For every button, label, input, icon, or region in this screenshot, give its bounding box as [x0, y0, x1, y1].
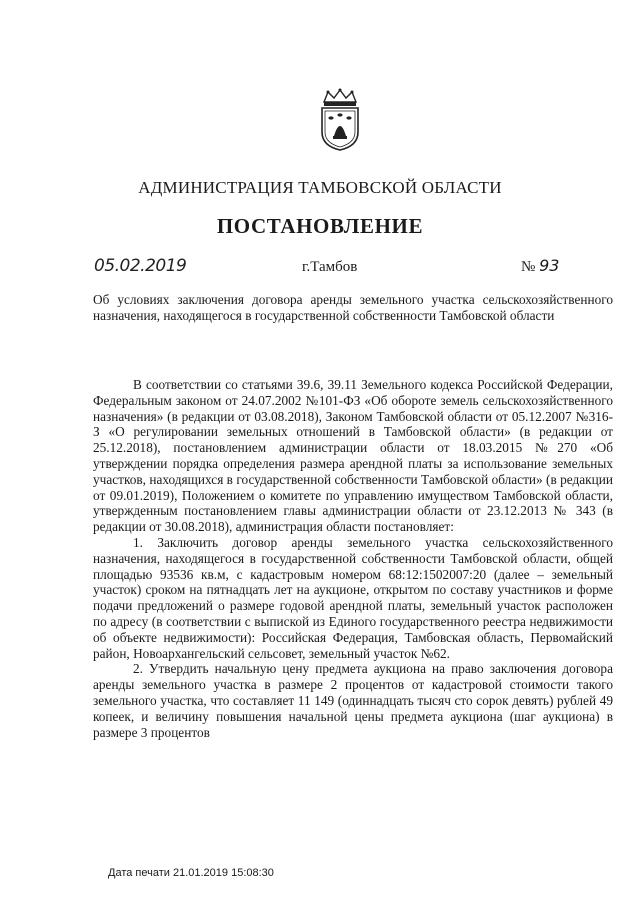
subject-text: Об условиях заключения договора аренды земельного участка сельскохозяйственного назначения, находящегося в государственной собственности Тамбовской области — [93, 292, 613, 323]
number-value: 93 — [539, 256, 560, 275]
intro-paragraph: В соответствии со статьями 39.6, 39.11 Земельного кодекса Российской Федерации, Федеральным законом от 24.07.2002 №101-ФЗ «Об обороте земель сельскохозяйственного назначения» (в редакции от 03.08.2018), Законом Тамбовской области от 05.12.2007 №316-З «О регулировании земельных отношений в Тамбовской области» (в редакции от 25.12.2018), постановлением администрации области от 18.03.2015 №270 «Об утверждении порядка определения размера арендной платы за использование земельных участков, находящихся в государственной собственности Тамбовской области» (в редакции от 09.01.2019), Положением о комитете по управлению имуществом Тамбовской области, утвержденным постановлением главы администрации области от 23.12.2013 № 343 (в редакции от 30.08.2018), администрация области постановляет: — [93, 377, 613, 535]
number-label: № — [521, 259, 536, 275]
document-subject — [93, 292, 613, 323]
item-2-paragraph: 2. Утвердить начальную цену предмета аукциона на право заключения договора аренды земельного участка в размере 2 процентов от кадастровой стоимости такого земельного участка, что составляет 11 149 (одиннадцать тысяч сто сорок девять) рублей 49 копеек, и величину повышения начальной цены предмета аукциона (шаг аукциона) в размере 3 процентов — [93, 661, 613, 740]
tambov-coat-of-arms-icon — [316, 88, 364, 152]
print-date-footer: Дата печати 21.01.2019 15:08:30 — [108, 867, 274, 879]
document-date: 05.02.2019 — [94, 256, 187, 276]
document-type-title: ПОСТАНОВЛЕНИЕ — [216, 214, 424, 238]
document-number — [521, 256, 559, 276]
document-city: г.Тамбов — [302, 259, 358, 275]
organization-name: АДМИНИСТРАЦИЯ ТАМБОВСКОЙ ОБЛАСТИ — [138, 178, 502, 197]
item-1-paragraph: 1. Заключить договор аренды земельного участка сельскохозяйственного назначения, находящегося в государственной собственности Тамбовской области, общей площадью 93536 кв.м, с кадастровым номером 68:12:1502007:20 (далее – земельный участок) сроком на пятнадцать лет на аукционе, открытом по составу участников и форме подачи предложений о размере годовой арендной платы, земельный участок расположен по адресу (в соответствии с выпиской из Единого государственного реестра недвижимости об объекте недвижимости): Российская Федерация, Тамбовская область, Первомайский район, Новоархангельский сельсовет, земельный участок №62. — [93, 534, 613, 661]
document-body — [93, 377, 613, 740]
